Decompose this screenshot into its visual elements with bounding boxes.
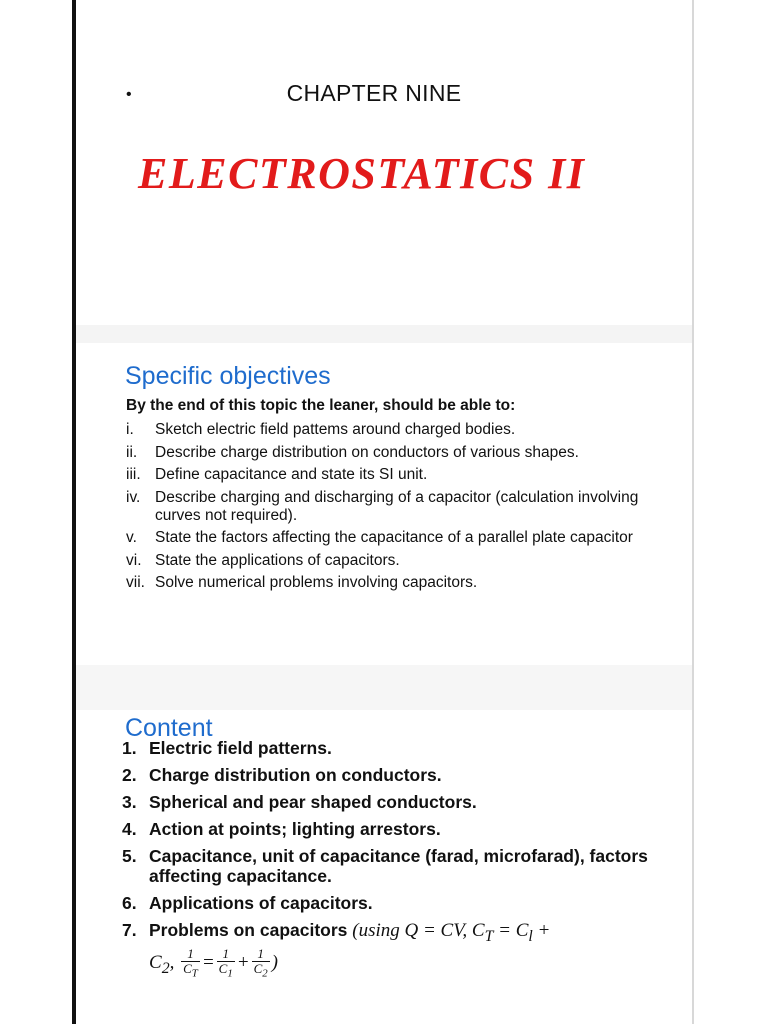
formula-part: C: [253, 960, 263, 976]
bullet-dot: •: [126, 86, 132, 103]
page-edge-right: [692, 0, 694, 1024]
formula-sub: T: [191, 967, 198, 980]
list-item: [122, 846, 662, 886]
formula-part: = C: [493, 920, 529, 941]
formula-part: C: [149, 951, 162, 973]
list-item: [122, 920, 662, 980]
fraction: [252, 947, 270, 981]
list-text: Electric field patterns.: [149, 738, 332, 758]
list-text: Action at points; lighting arrestors.: [149, 819, 441, 839]
list-item: [126, 574, 666, 592]
list-text: Solve numerical problems involving capacitors.: [155, 574, 478, 591]
list-item: [126, 421, 666, 439]
list-number: v.: [126, 529, 137, 546]
objectives-heading: Specific objectives: [125, 362, 331, 390]
list-number: 3.: [122, 792, 137, 812]
chapter-text: CHAPTER NINE: [286, 80, 462, 106]
list-number: 2.: [122, 765, 137, 785]
fraction-denominator: [181, 962, 200, 981]
list-text: Capacitance, unit of capacitance (farad, microfarad), factors affecting capacitance.: [149, 846, 648, 886]
list-text: Sketch electric field pattems around charged bodies.: [155, 421, 516, 438]
list-text: State the applications of capacitors.: [155, 551, 400, 569]
scan-band: [76, 325, 692, 343]
fraction-numerator: 1: [252, 947, 270, 962]
list-text: Charge distribution on conductors.: [149, 765, 442, 785]
list-number: 5.: [122, 846, 137, 866]
formula-part: =: [201, 951, 215, 973]
formula-part: ): [271, 951, 278, 973]
list-number: 4.: [122, 819, 137, 839]
item-text: Problems on capacitors: [149, 920, 353, 940]
list-item: [122, 819, 662, 839]
list-item: [122, 893, 662, 913]
chapter-label: [0, 80, 768, 107]
formula-part: +: [236, 951, 250, 973]
list-text: Applications of capacitors.: [149, 893, 373, 913]
page-edge-left: [72, 0, 76, 1024]
formula-sub: 2: [262, 967, 268, 980]
list-item: [122, 738, 662, 758]
formula-part: (using Q = CV, C: [352, 920, 485, 941]
list-number: vii.: [126, 574, 145, 591]
scan-band: [76, 665, 692, 710]
list-number: ii.: [126, 443, 138, 461]
formula-part: C: [218, 960, 228, 976]
list-text: Spherical and pear shaped conductors.: [149, 792, 477, 812]
list-number: vi.: [126, 551, 142, 569]
list-item: [126, 444, 666, 462]
list-text: Describe charge distribution on conductors of various shapes.: [155, 443, 579, 461]
formula-sub: T: [484, 927, 494, 945]
formula-part: ,: [169, 951, 180, 973]
objectives-intro: By the end of this topic the leaner, should be able to:: [126, 397, 516, 414]
fraction: [181, 947, 200, 981]
list-item: [126, 552, 666, 570]
content-list: [122, 738, 662, 987]
list-item: [126, 529, 666, 547]
list-text: State the factors affecting the capacitance of a parallel plate capacitor: [155, 529, 633, 546]
list-text: [149, 920, 662, 980]
list-item: [126, 466, 666, 484]
list-item: [122, 765, 662, 785]
page-margin-left: [0, 0, 72, 1024]
list-number: iii.: [126, 466, 141, 483]
objectives-list: [126, 421, 666, 597]
list-number: 6.: [122, 893, 137, 913]
fraction: [217, 947, 235, 981]
formula-part: +: [532, 920, 551, 941]
formula-part: C: [183, 960, 192, 976]
list-number: iv.: [126, 488, 141, 506]
fraction-numerator: 1: [217, 947, 235, 962]
formula-sub: l: [528, 927, 533, 945]
list-number: 1.: [122, 738, 137, 758]
list-item: [126, 489, 666, 525]
list-number: 7.: [122, 920, 137, 940]
list-text: Define capacitance and state its SI unit.: [155, 466, 428, 483]
fraction-denominator: [252, 962, 270, 981]
list-number: i.: [126, 421, 134, 438]
list-item: [122, 792, 662, 812]
fraction-numerator: 1: [181, 947, 200, 962]
formula-sub: 1: [227, 967, 233, 980]
list-text: Describe charging and discharging of a capacitor (calculation involving curves not required).: [155, 488, 639, 524]
formula-sub: 2: [161, 959, 170, 977]
content-heading: Content: [125, 714, 213, 742]
page-title: ELECTROSTATICS II: [138, 149, 586, 198]
fraction-denominator: [217, 962, 235, 981]
